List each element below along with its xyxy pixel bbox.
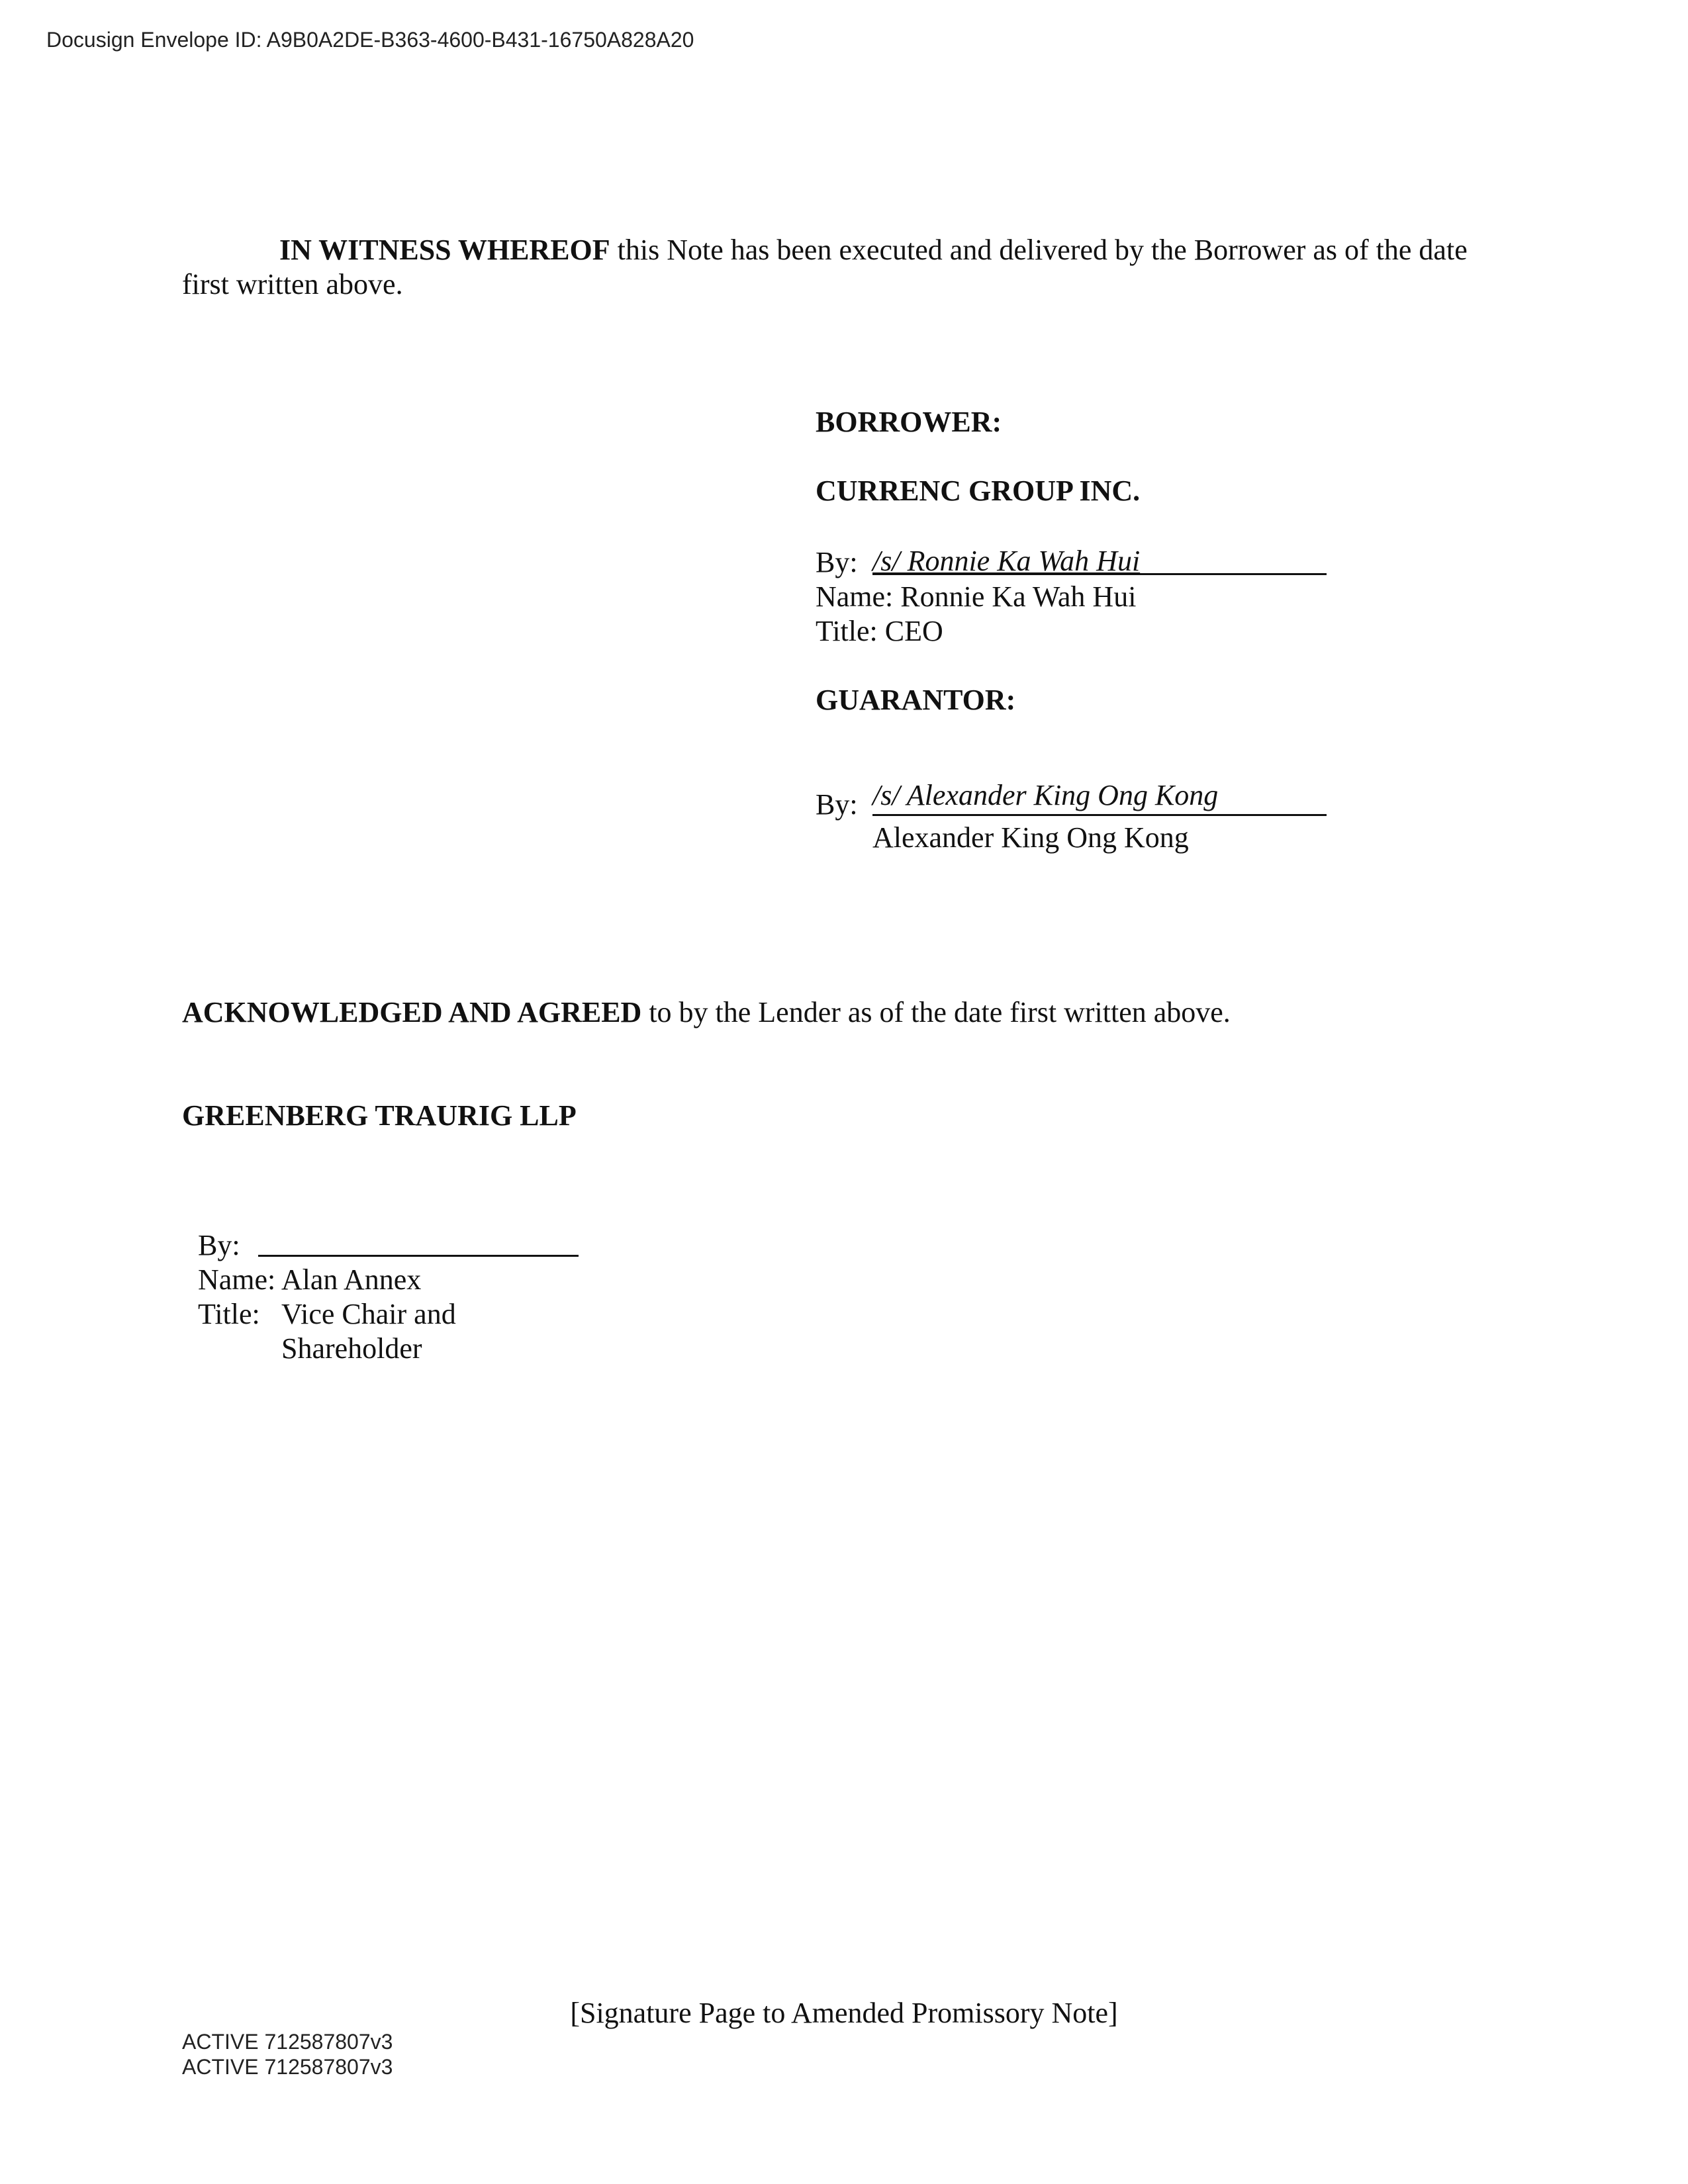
guarantor-by-label: By:: [816, 788, 858, 821]
footer-doc-id-1: ACTIVE 712587807v3: [182, 2030, 393, 2054]
acknowledgment-text: to by the Lender as of the date first written above.: [641, 996, 1231, 1028]
guarantor-heading: GUARANTOR:: [816, 684, 1016, 716]
borrower-company: CURRENC GROUP INC.: [816, 475, 1141, 507]
borrower-signature-line: [872, 573, 1327, 575]
witness-bold-lead: IN WITNESS WHEREOF: [279, 234, 610, 266]
witness-text-line1: this Note has been executed and delivered by the Borrower as of the date: [610, 234, 1468, 266]
guarantor-printed-name: Alexander King Ong Kong: [872, 821, 1189, 854]
borrower-signature: /s/ Ronnie Ka Wah Hui: [872, 545, 1141, 577]
lender-company: GREENBERG TRAURIG LLP: [182, 1099, 577, 1132]
guarantor-signature-line: [872, 814, 1327, 816]
borrower-name-line: Name: Ronnie Ka Wah Hui: [816, 580, 1137, 613]
lender-name-line: Name: Alan Annex: [198, 1263, 422, 1296]
lender-by-label: By:: [198, 1229, 240, 1261]
docusign-envelope-id: Docusign Envelope ID: A9B0A2DE-B363-4600-B431-16750A828A20: [46, 28, 694, 52]
witness-text-line2: first written above.: [182, 268, 403, 300]
footer-doc-id-2: ACTIVE 712587807v3: [182, 2055, 393, 2079]
borrower-title-line: Title: CEO: [816, 615, 943, 647]
lender-title-line1: Vice Chair and: [281, 1298, 456, 1330]
signature-page-caption: [Signature Page to Amended Promissory Note]: [570, 1997, 1118, 2029]
acknowledgment-bold-lead: ACKNOWLEDGED AND AGREED: [182, 996, 642, 1028]
lender-title-line2: Shareholder: [281, 1332, 422, 1365]
witness-paragraph-line1: [279, 233, 1468, 267]
lender-title-label: Title:: [198, 1298, 260, 1330]
guarantor-signature: /s/ Alexander King Ong Kong: [872, 779, 1219, 811]
borrower-heading: BORROWER:: [816, 406, 1002, 438]
borrower-by-label: By:: [816, 546, 858, 578]
acknowledgment-line: [182, 995, 1231, 1030]
lender-signature-line[interactable]: [258, 1255, 579, 1257]
